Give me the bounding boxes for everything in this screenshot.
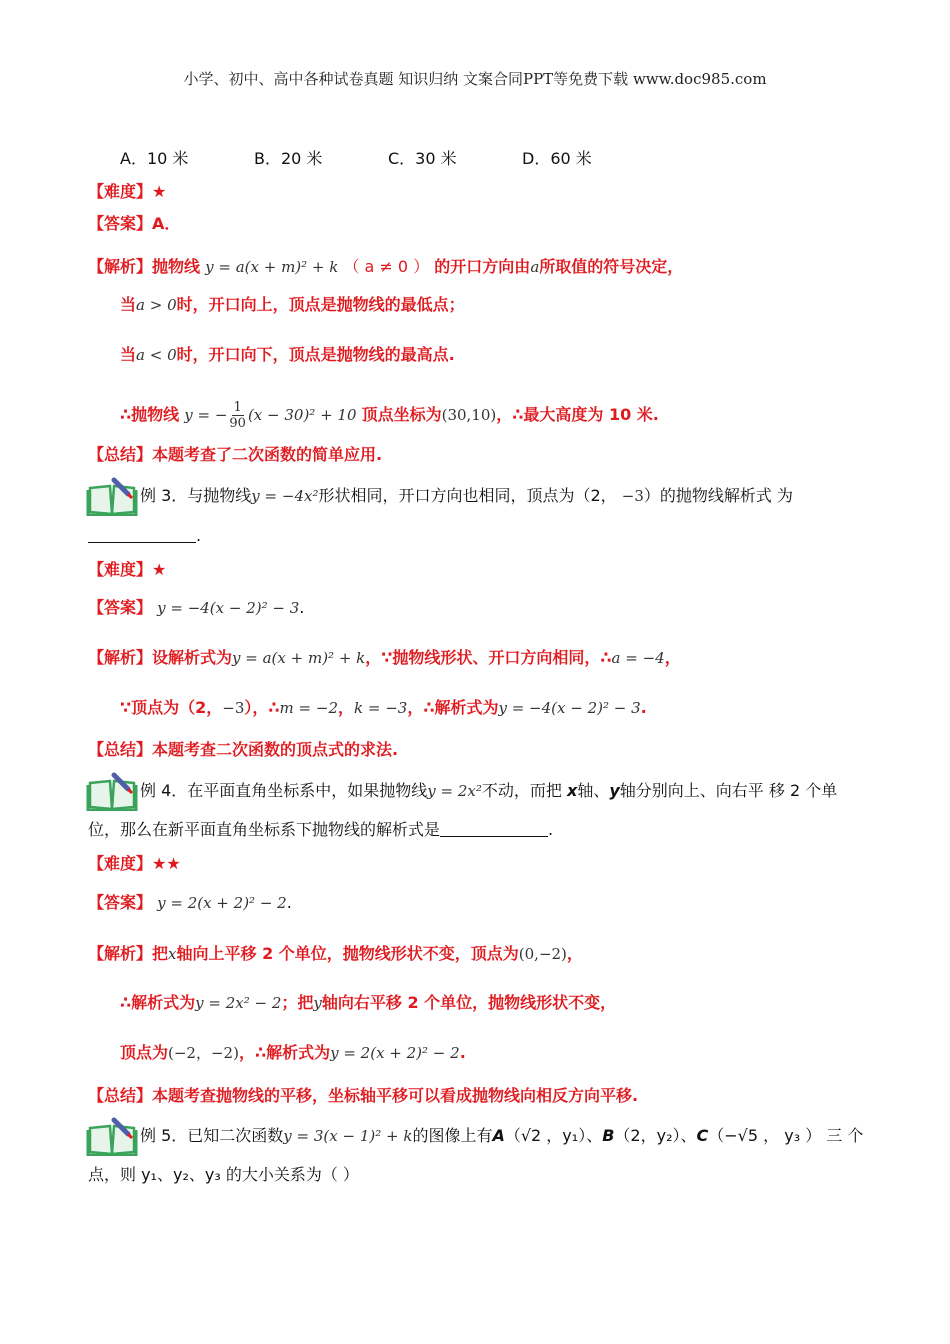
ex3-analysis-line2: ∵顶点为（2，−3），∴m = −2，k = −3，∴解析式为y = −4(x − 2)² − 3.	[120, 698, 647, 717]
book-icon	[86, 476, 138, 516]
ex3-analysis-line1: 【解析】设解析式为y = a(x + m)² + k，∵抛物线形状、开口方向相同，∴a = −4，	[88, 648, 681, 667]
page-header: 小学、初中、高中各种试卷真题 知识归纳 文案合同PPT等免费下载 www.doc985.com	[183, 70, 767, 88]
difficulty-stars: ★	[152, 182, 167, 201]
ex4-question-line1: 例 4．在平面直角坐标系中，如果抛物线y = 2x²不动，而把 x轴、y轴分别向上、向右平 移 2 个单	[140, 781, 838, 800]
fraction: $\frac{1}{90}$	[229, 400, 246, 431]
ex3-question-line1: 例 3．与抛物线y = −4x²形状相同，开口方向也相同，顶点为（2， −3）的抛物线解析式 为	[140, 486, 793, 505]
difficulty-stars: ★	[152, 560, 167, 579]
example-label: 例 4	[140, 781, 172, 800]
ex2-analysis-line2: 当a > 0时，开口向上，顶点是抛物线的最低点；	[120, 295, 465, 314]
ex3-difficulty: 【难度】★	[88, 560, 167, 579]
choice-d: D．60 米	[522, 149, 592, 168]
ex3-question-line2: .	[88, 524, 201, 548]
example-label: 例 3	[140, 486, 172, 505]
ex2-answer: 【答案】A．	[88, 214, 181, 233]
example-label: 例 5	[140, 1126, 172, 1145]
ex5-question-line1: 例 5．已知二次函数y = 3(x − 1)² + k的图像上有A（√2 ，y₁）、B（2，y₂）、C（−√5 ， y₃ ） 三 个	[140, 1126, 864, 1145]
ex4-answer: 【答案】 y = 2(x + 2)² − 2.	[88, 893, 292, 912]
ex3-answer: 【答案】 y = −4(x − 2)² − 3.	[88, 598, 305, 617]
answer-blank	[440, 820, 548, 837]
ex4-question-line2: 位，那么在新平面直角坐标系下抛物线的解析式是 .	[88, 820, 554, 839]
ex2-analysis-line3: 当a < 0时，开口向下，顶点是抛物线的最高点.	[120, 345, 455, 364]
ex5-question-line2: 点，则 y₁、y₂、y₃ 的大小关系为（ ）	[88, 1165, 359, 1184]
choice-b: B．20 米	[254, 149, 323, 168]
ex2-analysis-line4: ∴抛物线 y = − $\frac{1}{90}$ (x − 30)² + 10 顶点坐标为(30,10)，∴最大高度为 10 米.	[120, 400, 659, 431]
ex4-analysis-line2: ∴解析式为y = 2x² − 2；把y轴向右平移 2 个单位，抛物线形状不变，	[120, 993, 617, 1012]
ex4-summary: 【总结】本题考查抛物线的平移，坐标轴平移可以看成抛物线向相反方向平移.	[88, 1086, 639, 1105]
ex4-difficulty: 【难度】★★	[88, 854, 181, 873]
ex4-analysis-line1: 【解析】把x轴向上平移 2 个单位，抛物线形状不变，顶点为(0,−2)，	[88, 944, 583, 963]
book-icon	[86, 771, 138, 811]
ex4-analysis-line3: 顶点为(−2，−2)，∴解析式为y = 2(x + 2)² − 2.	[120, 1043, 466, 1062]
ex2-summary: 【总结】本题考查了二次函数的简单应用.	[88, 445, 383, 464]
difficulty-stars: ★★	[152, 854, 181, 873]
choice-c: C．30 米	[388, 149, 457, 168]
ex3-summary: 【总结】本题考查二次函数的顶点式的求法.	[88, 740, 399, 759]
answer-blank	[88, 526, 196, 543]
ex2-analysis-line1: 【解析】抛物线 y = a(x + m)² + k （ a ≠ 0 ） 的开口方向由a所取值的符号决定，	[88, 257, 684, 276]
choice-a: A．10 米	[120, 149, 189, 168]
ex2-difficulty: 【难度】★	[88, 182, 167, 201]
book-icon	[86, 1116, 138, 1156]
